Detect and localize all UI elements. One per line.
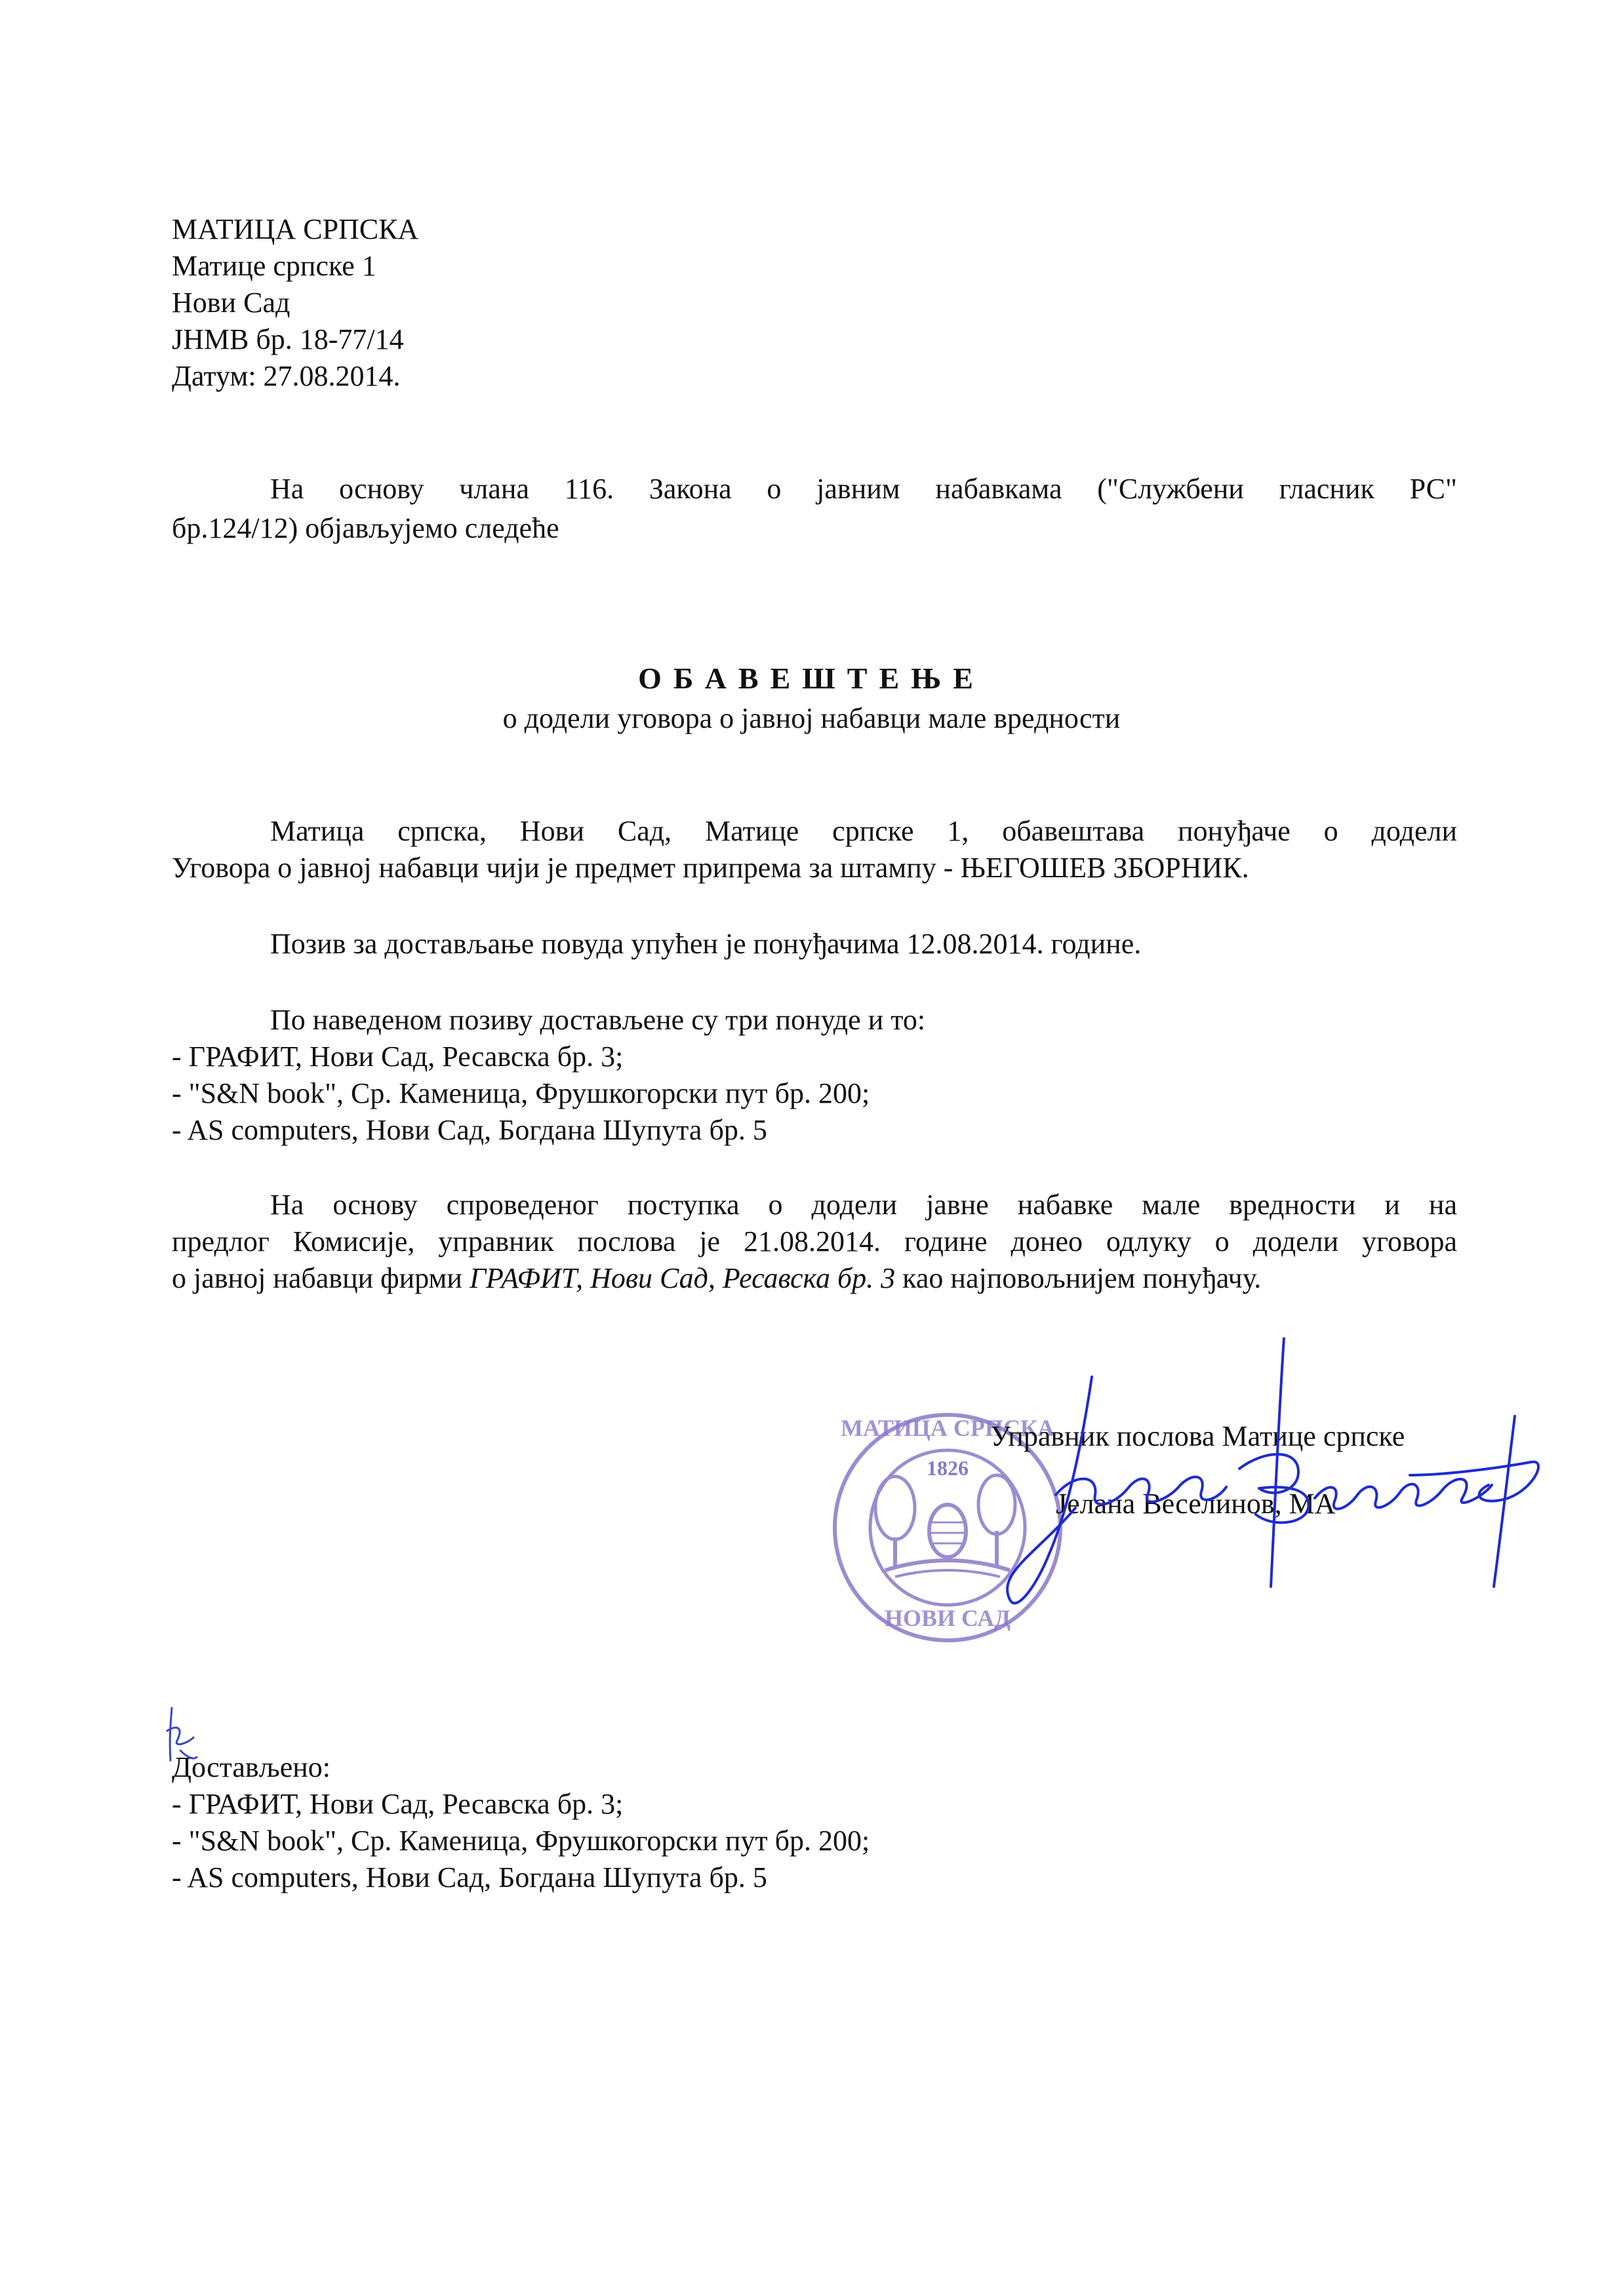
notice-title: ОБАВЕШТЕЊЕ — [638, 662, 985, 695]
seal-year: 1826 — [927, 1456, 969, 1480]
delivered-item: - ГРАФИТ, Нови Сад, Ресавска бр. 3; — [172, 1788, 624, 1820]
paragraph-4-line-1: На основу спроведеног поступка о додели јавне набавке мале вредности и на — [270, 1189, 1457, 1221]
reference-number: ЈНМВ бр. 18-77/14 — [172, 323, 404, 355]
notice-subtitle: о додели уговора о јавној набавци мале вредности — [502, 702, 1121, 734]
paragraph-4-post: као најповољнијем понуђачу. — [895, 1262, 1262, 1294]
signatory-name: Јелана Веселинов, МА — [1056, 1488, 1336, 1520]
paragraph-4-line-2: предлог Комисије, управник послова је 21.08.2014. године донео одлуку о додели уговора — [172, 1225, 1457, 1257]
org-city: Нови Сад — [172, 287, 291, 319]
paragraph-1-line-2: Уговора о јавној набавци чији је предмет припрема за штампу - ЊЕГОШЕВ ЗБОРНИК. — [172, 852, 1249, 884]
delivered-heading: Достављено: — [172, 1751, 331, 1783]
intro-line-2: бр.124/12) објављујемо следеће — [172, 512, 559, 544]
org-street: Матице српске 1 — [172, 250, 376, 282]
paragraph-4-pre: о јавној набавци фирми — [172, 1262, 470, 1294]
paragraph-4-line-3 — [172, 1260, 1261, 1297]
delivered-item: - "S&N book", Ср. Каменица, Фрушкогорски пут бр. 200; — [172, 1825, 870, 1857]
offer-item: - AS computers, Нови Сад, Богдана Шупута бр. 5 — [172, 1114, 767, 1146]
signatory-role: Управник послова Матице српске — [990, 1420, 1405, 1452]
delivered-item: - AS computers, Нови Сад, Богдана Шупута бр. 5 — [172, 1861, 767, 1893]
paragraph-1-line-1: Матица српска, Нови Сад, Матице српске 1, обавештава понуђаче о додели — [270, 815, 1457, 847]
offer-item: - "S&N book", Ср. Каменица, Фрушкогорски пут бр. 200; — [172, 1077, 870, 1109]
offer-item: - ГРАФИТ, Нови Сад, Ресавска бр. 3; — [172, 1040, 624, 1073]
seal-text-top: МАТИЦА СРПСКА — [841, 1415, 1054, 1441]
intro-line-1: На основу члана 116. Закона о јавним набавкама ("Службени гласник РС" — [270, 473, 1457, 505]
seal-text-bottom: НОВИ САД — [885, 1605, 1011, 1631]
handwritten-signature — [957, 1337, 1548, 1626]
paragraph-2: Позив за достављање повуда упућен је понуђачима 12.08.2014. године. — [270, 928, 1142, 960]
org-name: МАТИЦА СРПСКА — [172, 213, 419, 245]
winning-bidder: ГРАФИТ, Нови Сад, Ресавска бр. 3 — [469, 1262, 896, 1294]
paragraph-3: По наведеном позиву достављене су три понуде и то: — [270, 1004, 926, 1036]
document-date: Датум: 27.08.2014. — [172, 360, 401, 392]
